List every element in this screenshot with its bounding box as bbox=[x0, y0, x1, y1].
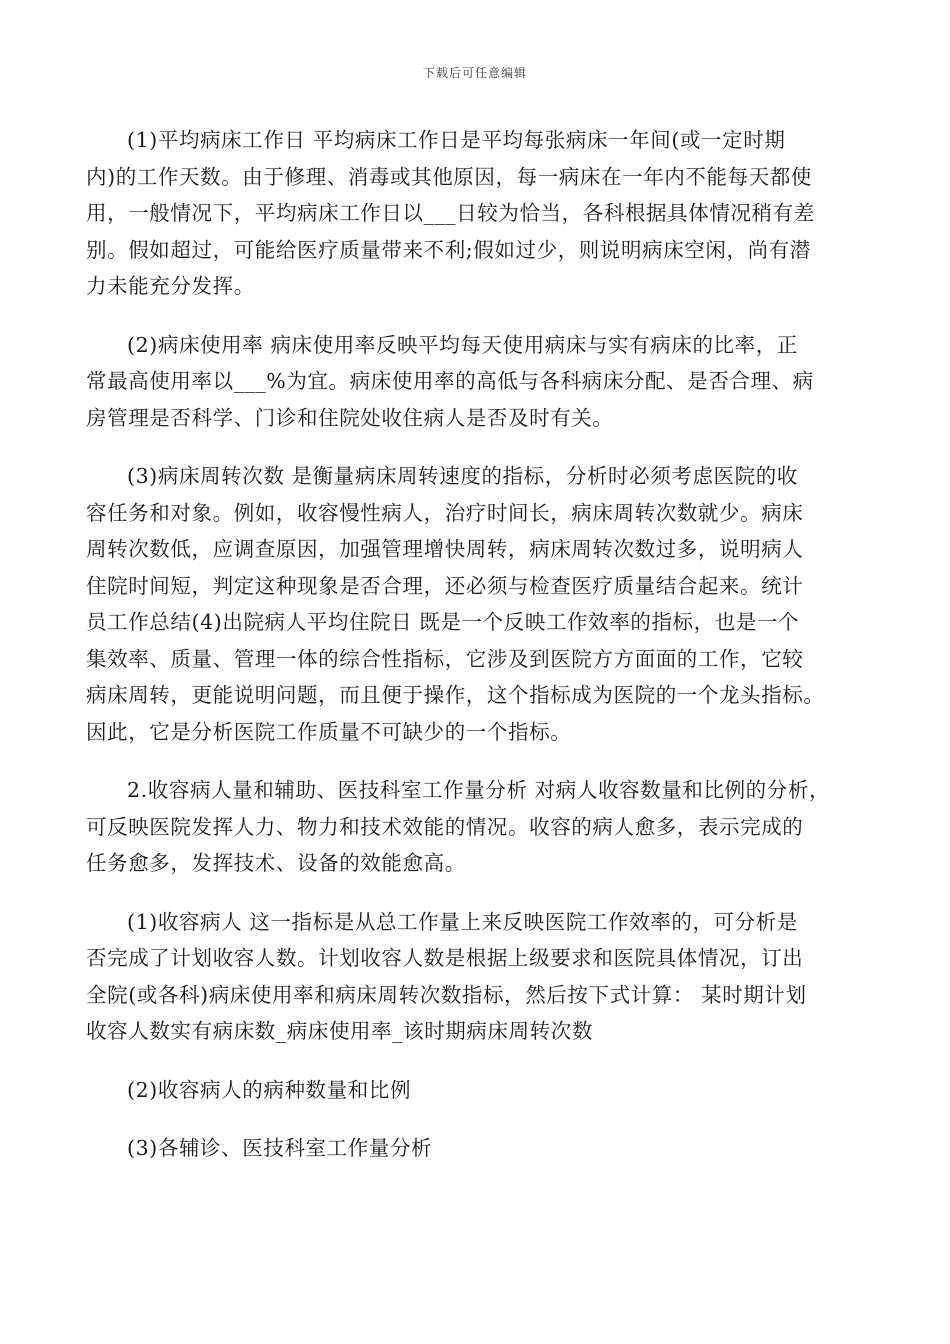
text-line: 病床周转，更能说明问题，而且便于操作，这个指标成为医院的一个龙头指标。 bbox=[86, 683, 825, 707]
text-line: 集效率、质量、管理一体的综合性指标，它涉及到医院方方面面的工作，它较 bbox=[86, 646, 804, 671]
text-line: 住院时间短，判定这种现象是否合理，还必须与检查医疗质量结合起来。统计 bbox=[86, 573, 804, 598]
text-line: 收容人数实有病床数_病床使用率_该时期病床周转次数 bbox=[86, 1019, 593, 1043]
text-line: 周转次数低，应调查原因，加强管理增快周转，病床周转次数过多，说明病人 bbox=[86, 537, 804, 561]
text-line: 2.收容病人量和辅助、医技科室工作量分析 对病人收容数量和比例的分析， bbox=[127, 778, 831, 802]
text-line: 常最高使用率以___%为宜。病床使用率的高低与各科病床分配、是否合理、病 bbox=[86, 369, 814, 393]
text-line: 可反映医院发挥人力、物力和技术效能的情况。收容的病人愈多，表示完成的 bbox=[86, 814, 804, 839]
text-line: (3)病床周转次数 是衡量病床周转速度的指标，分析时必须考虑医院的收 bbox=[127, 464, 798, 488]
text-line: (2)病床使用率 病床使用率反映平均每天使用病床与实有病床的比率，正 bbox=[127, 332, 798, 357]
text-line: 容任务和对象。例如，收容慢性病人，治疗时间长，病床周转次数就少。病床 bbox=[86, 500, 804, 525]
paragraph-bed-turnover bbox=[86, 458, 866, 750]
text-line: 用，一般情况下，平均病床工作日以___日较为恰当，各科根据具体情况稍有差 bbox=[86, 201, 815, 225]
text-line: 否完成了计划收容人数。计划收容人数是根据上级要求和医院具体情况，订出 bbox=[86, 946, 804, 970]
paragraph-admitted-patients bbox=[86, 904, 866, 1050]
text-line: (1)平均病床工作日 平均病床工作日是平均每张病床一年间(或一定时期 bbox=[127, 128, 786, 152]
text-line: 别。假如超过，可能给医疗质量带来不利;假如过少，则说明病床空闲，尚有潜 bbox=[86, 237, 811, 262]
document-body bbox=[86, 122, 866, 1189]
text-line: 力未能充分发挥。 bbox=[86, 274, 255, 298]
paragraph-admission-workload bbox=[86, 772, 866, 882]
paragraph-bed-usage-rate bbox=[86, 327, 866, 437]
page-header: 下载后可任意编辑 bbox=[422, 66, 527, 80]
text-line: 内)的工作天数。由于修理、消毒或其他原因，每一病床在一年内不能每天都使 bbox=[86, 164, 812, 189]
text-line: 全院(或各科)病床使用率和病床周转次数指标，然后按下式计算： 某时期计划 bbox=[86, 982, 807, 1007]
text-line: 任务愈多，发挥技术、设备的效能愈高。 bbox=[86, 851, 466, 875]
text-line: 因此，它是分析医院工作质量不可缺少的一个指标。 bbox=[86, 719, 572, 744]
paragraph-department-workload bbox=[86, 1130, 866, 1167]
paragraph-disease-types bbox=[86, 1072, 866, 1109]
text-line: 房管理是否科学、门诊和住院处收住病人是否及时有关。 bbox=[86, 405, 614, 430]
text-line: (1)收容病人 这一指标是从总工作量上来反映医院工作效率的，可分析是 bbox=[127, 909, 798, 934]
text-line: 员工作总结(4)出院病人平均住院日 既是一个反映工作效率的指标，也是一个 bbox=[86, 610, 800, 634]
text-line: (3)各辅诊、医技科室工作量分析 bbox=[127, 1136, 433, 1160]
paragraph-bed-workdays bbox=[86, 122, 866, 305]
text-line: (2)收容病人的病种数量和比例 bbox=[127, 1077, 412, 1102]
